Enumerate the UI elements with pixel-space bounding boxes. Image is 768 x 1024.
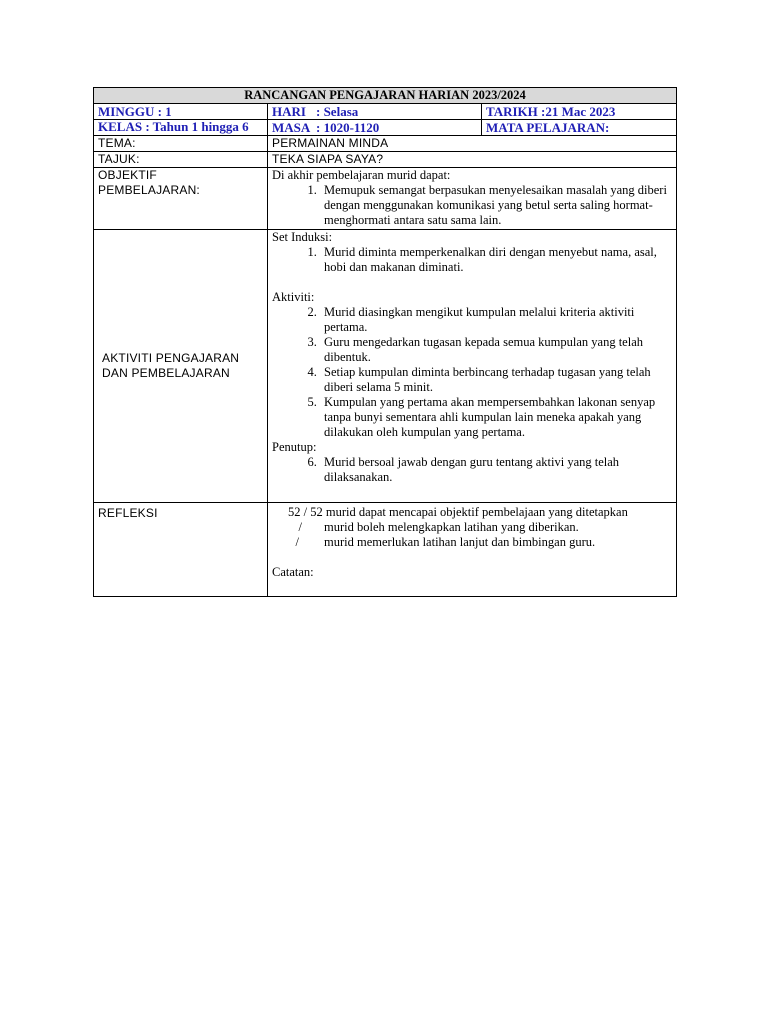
tajuk-value: TEKA SIAPA SAYA? [268,152,677,168]
objektif-list [272,183,672,228]
list-item: 1. Murid diminta memperkenalkan diri dengan menyebut nama, asal, hobi dan makanan diminati. [320,245,672,275]
hari-label: HARI [272,104,306,119]
aktiviti-label: AKTIVITI PENGAJARAN DAN PEMBELAJARAN [102,351,240,380]
tick-text: murid boleh melengkapkan latihan yang diberikan. [324,520,579,534]
hari-value: : Selasa [316,104,359,119]
set-induksi-heading: Set Induksi: [272,230,333,244]
header-row-1 [94,104,677,120]
tarikh-cell: TARIKH :21 Mac 2023 [482,104,677,120]
set-induksi-list [272,245,672,275]
objektif-label: OBJEKTIF PEMBELAJARAN: [94,168,268,230]
list-item: 2. Murid diasingkan mengikut kumpulan melalui kriteria aktiviti pertama. [320,305,672,335]
tajuk-row [94,152,677,168]
penutup-heading: Penutup: [272,440,317,454]
kelas-cell: KELAS : Tahun 1 hingga 6 [94,120,268,136]
lesson-plan-table [93,87,677,597]
title-row [94,88,677,104]
tema-label: TEMA: [94,136,268,152]
aktiviti-heading: Aktiviti: [272,290,315,304]
list-item: 4. Setiap kumpulan diminta berbincang terhadap tugasan yang telah diberi selama 5 minit. [320,365,672,395]
list-item: 5. Kumpulan yang pertama akan mempersembahkan lakonan senyap tanpa bunyi sementara ahli kumpulan lain meneka apakah yang dilakukan oleh kumpulan yang pertama. [320,395,672,440]
aktiviti-label-cell [94,230,268,503]
tick-mark: / [298,520,302,534]
tema-value: PERMAINAN MINDA [268,136,677,152]
tajuk-label: TAJUK: [94,152,268,168]
refleksi-tick-2 [272,535,672,550]
refleksi-label: REFLEKSI [94,503,268,597]
refleksi-line1: 52 / 52 murid dapat mencapai objektif pembelajaan yang ditetapkan [288,505,628,519]
masa-cell [268,120,482,136]
tick-mark: / [295,535,299,549]
tema-row [94,136,677,152]
list-item: 6. Murid bersoal jawab dengan guru tentang aktivi yang telah dilaksanakan. [320,455,672,485]
aktiviti-list [272,305,672,440]
plan-title: RANCANGAN PENGAJARAN HARIAN 2023/2024 [94,88,677,104]
catatan-label: Catatan: [272,565,314,579]
tick-text: murid memerlukan latihan lanjut dan bimbingan guru. [324,535,596,549]
objektif-row [94,168,677,230]
aktiviti-content [268,230,677,503]
objektif-content [268,168,677,230]
aktiviti-row [94,230,677,503]
refleksi-content [268,503,677,597]
header-row-2 [94,120,677,136]
objektif-intro: Di akhir pembelajaran murid dapat: [272,168,451,182]
mata-pelajaran-cell: MATA PELAJARAN: [482,120,677,136]
minggu-cell: MINGGU : 1 [94,104,268,120]
penutup-list [272,455,672,485]
refleksi-row [94,503,677,597]
list-item: 3. Guru mengedarkan tugasan kepada semua kumpulan yang telah dibentuk. [320,335,672,365]
masa-value: : 1020-1120 [316,120,380,135]
objektif-item: 1. Memupuk semangat berpasukan menyelesaikan masalah yang diberi dengan menggunakan komunikasi yang betul serta saling hormat- menghormati antara satu sama lain. [320,183,672,228]
masa-label: MASA [272,120,311,135]
refleksi-tick-1 [272,520,672,535]
hari-cell [268,104,482,120]
